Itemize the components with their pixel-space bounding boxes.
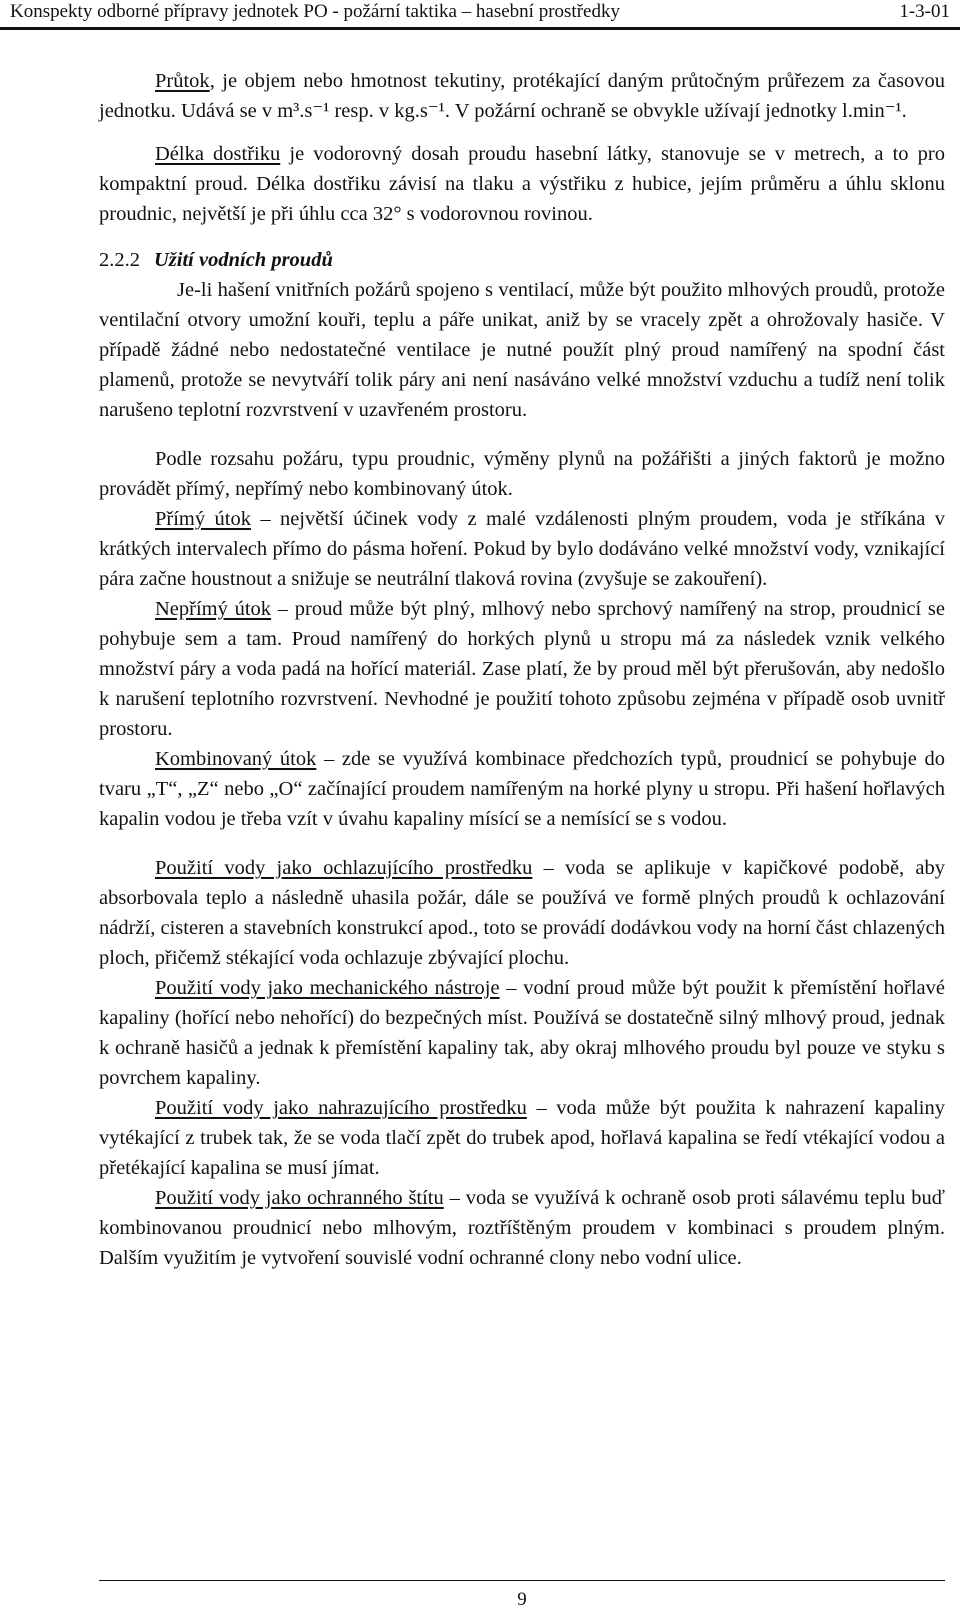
page-footer (99, 1580, 945, 1611)
text-kombinovany-utok: – zde se využívá kombinace předchozích typů, proudnicí se pohybuje do tvaru „T“, „Z“ nebo „O“ začínající proudem namířeným na horké plyny u stropu. Při hašení hořlavých kapalin vodou je třeba vzít v úvahu kapaliny mísící se a nemísící se s vodou. (99, 748, 945, 830)
term-ochlazujici: Použití vody jako ochlazujícího prostředku (155, 857, 533, 879)
document-code: 1-3-01 (899, 1, 950, 22)
section-number: 2.2.2 (99, 249, 140, 271)
page-header (0, 0, 960, 30)
text-prutok: , je objem nebo hmotnost tekutiny, protékající daným průtočným průřezem za časovou jednotku. Udává se v m³.s⁻¹ resp. v kg.s⁻¹. V požární ochraně se obvykle užívají jednotky l.min⁻¹. (99, 70, 945, 122)
text-mechanicky: – vodní proud může být použit k přemístění hořlavé kapaliny (hořící nebo nehořící) do bezpečných míst. Používá se dostatečně silný mlhový proud, jednak k ochraně hasičů a jednak k přemístění kapaliny tak, aby okraj mlhového proudu byl pouze ve styku s povrchem kapaliny. (99, 977, 945, 1089)
document-title: Konspekty odborné přípravy jednotek PO - požární taktika – hasební prostředky (10, 1, 620, 22)
text-neprimy-utok: – proud může být plný, mlhový nebo sprchový namířený na strop, proudnicí se pohybuje sem a tam. Proud namířený do horkých plynů u stropu má za následek vznik velkého množství páry a voda padá na hořící materiál. Zase platí, že by proud měl být přerušován, aby nedošlo k narušení teplotního rozvrstvení. Nevhodné je použití tohoto způsobu zejména v případě osob uvnitř prostoru. (99, 598, 945, 740)
term-delka-dostriku: Délka dostřiku (155, 143, 281, 165)
page-content (99, 66, 945, 1273)
term-ochranny-stit: Použití vody jako ochranného štítu (155, 1187, 444, 1209)
paragraph-typy-utoku: Podle rozsahu požáru, typu proudnic, výměny plynů na požářišti a jiných faktorů je možno provádět přímý, nepřímý nebo kombinovaný útok. (99, 448, 945, 500)
term-neprimy-utok: Nepřímý útok (155, 598, 272, 620)
footer-rule (99, 1580, 945, 1581)
text-ochlazujici: – voda se aplikuje v kapičkové podobě, aby absorbovala teplo a následně uhasila požár, dále se používá ve formě plných proudů k ochlazování nádrží, cisteren a stavebních konstrukcí apod., toto se provádí dodávkou vody na horní část chlazených ploch, přičemž stékající voda ochlazuje zbývající plochu. (99, 857, 946, 969)
text-ochranny-stit: – voda se využívá k ochraně osob proti sálavému teplu buď kombinovanou proudnicí nebo mlhovým, roztříštěným proudem v kombinaci s proudem plným. Dalším využitím je vytvoření souvislé vodní ochranné clony nebo vodní ulice. (99, 1187, 946, 1269)
page-number: 9 (517, 1589, 527, 1610)
text-primy-utok: – největší účinek vody z malé vzdálenosti plným proudem, voda je stříkána v krátkých intervalech přímo do pásma hoření. Pokud by bylo dodáváno velké množství vody, vznikající pára začne houstnout a snižuje se neutrální tlaková rovina (zvyšuje se zakouření). (99, 508, 945, 590)
paragraph-prutok (99, 66, 945, 126)
section-heading (99, 245, 945, 275)
paragraph-ochranny-stit (99, 1183, 945, 1273)
paragraph-ochlazujici (99, 853, 945, 973)
term-primy-utok: Přímý útok (155, 508, 251, 530)
paragraph-nahrazujici (99, 1093, 945, 1183)
section-title: Užití vodních proudů (154, 249, 333, 271)
term-kombinovany-utok: Kombinovaný útok (155, 748, 317, 770)
text-nahrazujici: – voda může být použita k nahrazení kapaliny vytékající z trubek tak, že se voda tlačí zpět do trubek apod, hořlavá kapalina se ředí vtékající vodou a přetékající kapalina se musí jímat. (99, 1097, 945, 1179)
term-mechanicky: Použití vody jako mechanického nástroje (155, 977, 500, 999)
paragraph-primy-utok (99, 504, 945, 594)
paragraph-ventilace: Je-li hašení vnitřních požárů spojeno s ventilací, může být použito mlhových proudů, protože ventilační otvory umožní kouři, teplu a páře unikat, aniž by se vracely zpět a ohrožovaly hasiče. V případě žádné nebo nedostatečné ventilace je nutné použít plný proud namířený na spodní část plamenů, protože se nevytváří tolik páry ani není nasáváno velké množství vzduchu a tudíž není tolik narušeno teplotní rozvrstvení v uzavřeném prostoru. (99, 279, 945, 421)
paragraph-kombinovany-utok (99, 744, 945, 834)
text-delka-dostriku: je vodorovný dosah proudu hasební látky, stanovuje se v metrech, a to pro kompaktní proud. Délka dostřiku závisí na tlaku a výstřiku z hubice, jejím průměru a úhlu sklonu proudnic, největší je při úhlu cca 32° s vodorovnou rovinou. (99, 143, 945, 225)
paragraph-mechanicky (99, 973, 945, 1093)
header-rule (0, 27, 960, 30)
term-prutok: Průtok (155, 70, 210, 92)
paragraph-neprimy-utok (99, 594, 945, 744)
term-nahrazujici: Použití vody jako nahrazujícího prostředku (155, 1097, 527, 1119)
paragraph-delka-dostriku (99, 139, 945, 229)
